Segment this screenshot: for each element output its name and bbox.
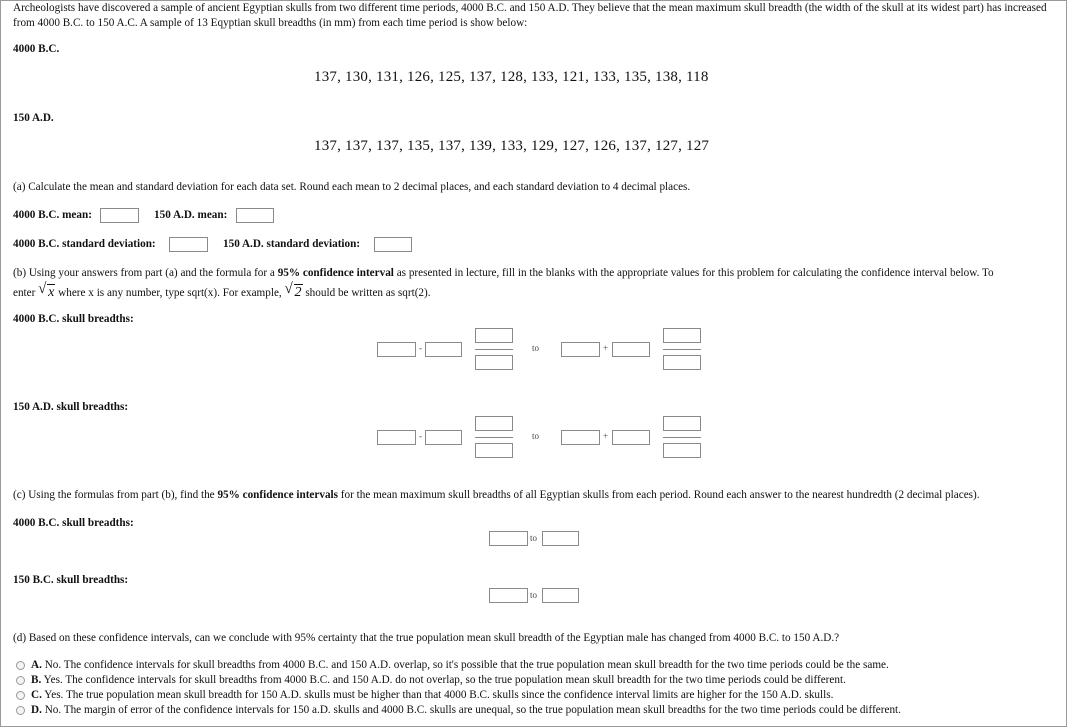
part-c-row2-label: 150 B.C. skull breadths: — [13, 574, 129, 586]
option-c-radio[interactable] — [16, 691, 25, 700]
part-b-row1-label: 4000 B.C. skull breadths: — [13, 313, 134, 325]
b2-to-label: to — [532, 431, 540, 441]
mean2-input[interactable] — [236, 208, 274, 223]
option-a-radio[interactable] — [16, 661, 25, 670]
option-d[interactable]: D. No. The margin of error of the confidence intervals for 150 a.D. skulls and 4000 B.C. skulls are unequal, so the true population mean skull breadths for the two time periods could be different. — [31, 704, 901, 716]
c2-upper-input[interactable] — [542, 588, 579, 603]
b1-lower-denominator-input[interactable] — [475, 355, 513, 370]
b2-upper-fraction-bar — [663, 437, 701, 438]
option-c[interactable]: C. Yes. The true population mean skull breadth for 150 A.D. skulls must be higher than that 4000 B.C. skulls since the confidence interval limits are higher for the 150 A.D. skulls. — [31, 689, 834, 701]
sd2-label: 150 A.D. standard deviation: — [223, 238, 361, 250]
b1-lower-critical-input[interactable] — [425, 342, 462, 357]
option-d-radio[interactable] — [16, 706, 25, 715]
b2-plus-sign: + — [603, 431, 609, 441]
b2-upper-numerator-input[interactable] — [663, 416, 701, 431]
b1-lower-numerator-input[interactable] — [475, 328, 513, 343]
part-a-question: (a) Calculate the mean and standard deviation for each data set. Round each mean to 2 decimal places, and each standard deviation to 4 decimal places. — [13, 181, 691, 193]
b2-lower-mean-input[interactable] — [377, 430, 416, 445]
part-b-line2-end: should be written as sqrt(2). — [302, 287, 431, 299]
b2-lower-fraction-bar — [475, 437, 513, 438]
b1-lower-mean-input[interactable] — [377, 342, 416, 357]
c1-lower-input[interactable] — [489, 531, 528, 546]
part-b-question-line2 — [13, 281, 431, 301]
b1-plus-sign: + — [603, 343, 609, 353]
part-c-q-end: for the mean maximum skull breadths of all Egyptian skulls from each period. Round each answer to the nearest hundredth (2 decimal places). — [338, 489, 980, 501]
b2-upper-critical-input[interactable] — [612, 430, 650, 445]
mean1-input[interactable] — [100, 208, 139, 223]
part-b-q-start: (b) Using your answers from part (a) and the formula for a — [13, 267, 278, 279]
b1-lower-fraction-bar — [475, 349, 513, 350]
part-b-line2-start: enter — [13, 287, 39, 299]
b1-upper-fraction-bar — [663, 349, 701, 350]
option-b-radio[interactable] — [16, 676, 25, 685]
c2-lower-input[interactable] — [489, 588, 528, 603]
b2-upper-mean-input[interactable] — [561, 430, 600, 445]
sd2-input[interactable] — [374, 237, 412, 252]
part-b-q-end: as presented in lecture, fill in the blanks with the appropriate values for this problem for calculating the confidence interval below. To — [393, 267, 994, 279]
part-b-q-bold: 95% confidence interval — [277, 267, 394, 279]
part-b-line2-mid: where x is any number, type sqrt(x). For example, — [55, 287, 285, 299]
b2-lower-numerator-input[interactable] — [475, 416, 513, 431]
part-c-question — [13, 489, 980, 501]
b1-upper-numerator-input[interactable] — [663, 328, 701, 343]
c2-to-label: to — [530, 590, 538, 600]
part-c-q-bold: 95% confidence intervals — [217, 489, 338, 501]
part-b-row2-label: 150 A.D. skull breadths: — [13, 401, 129, 413]
b1-to-label: to — [532, 343, 540, 353]
sqrt-2-symbol: √ 2 — [284, 281, 302, 300]
b2-lower-critical-input[interactable] — [425, 430, 462, 445]
option-a[interactable]: A. No. The confidence intervals for skull breadths from 4000 B.C. and 150 A.D. overlap, so it's possible that the true population mean skull breadth for the two time periods could be the same. — [31, 659, 889, 671]
b1-minus-sign: - — [419, 343, 422, 353]
part-d-question: (d) Based on these confidence intervals, can we conclude with 95% certainty that the true population mean skull breadth of the Egyptian male has changed from 4000 B.C. to 150 A.D.? — [13, 632, 840, 644]
intro-text: Archeologists have discovered a sample of ancient Egyptian skulls from two different time periods, 4000 B.C. and 150 A.D. They believe that the mean maximum skull breadth (the width of the skull at its widest part) has increased from 4000 B.C. to 150 A.C. A sample of 13 Eqyptian skull breadths (in mm) from each time period is show below: — [13, 2, 1047, 29]
sd1-label: 4000 B.C. standard deviation: — [13, 238, 156, 250]
period2-data: 137, 137, 137, 135, 137, 139, 133, 129, 127, 126, 137, 127, 127 — [314, 138, 710, 154]
c1-to-label: to — [530, 533, 538, 543]
mean2-label: 150 A.D. mean: — [154, 209, 228, 221]
b2-upper-denominator-input[interactable] — [663, 443, 701, 458]
b1-upper-critical-input[interactable] — [612, 342, 650, 357]
part-c-row1-label: 4000 B.C. skull breadths: — [13, 517, 134, 529]
part-c-q-start: (c) Using the formulas from part (b), find the — [13, 489, 218, 501]
period1-data: 137, 130, 131, 126, 125, 137, 128, 133, 121, 133, 135, 138, 118 — [314, 69, 709, 85]
period2-label: 150 A.D. — [13, 112, 54, 124]
b2-minus-sign: - — [419, 431, 422, 441]
mean1-label: 4000 B.C. mean: — [13, 209, 92, 221]
c1-upper-input[interactable] — [542, 531, 579, 546]
sd1-input[interactable] — [169, 237, 208, 252]
sqrt-x-symbol: √ x — [38, 281, 55, 300]
b1-upper-mean-input[interactable] — [561, 342, 600, 357]
period1-label: 4000 B.C. — [13, 43, 60, 55]
option-b[interactable]: B. Yes. The confidence intervals for skull breadths from 4000 B.C. and 150 A.D. do not overlap, so the true population mean skull breadth for the two time periods could be different. — [31, 674, 846, 686]
part-b-question-line1 — [13, 267, 994, 279]
b2-lower-denominator-input[interactable] — [475, 443, 513, 458]
b1-upper-denominator-input[interactable] — [663, 355, 701, 370]
